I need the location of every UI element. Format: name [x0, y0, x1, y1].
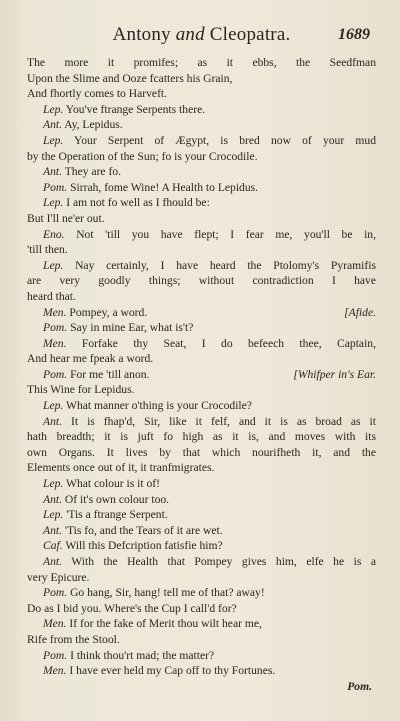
- text-line: [27, 663, 376, 679]
- line-text: I have ever held my Cap off to thy Fortunes.: [69, 664, 276, 678]
- stage-direction: [Afide.: [344, 305, 376, 319]
- text-line: [27, 476, 376, 492]
- text-line: [27, 180, 376, 196]
- play-text: [27, 55, 376, 679]
- speaker-name: Eno.: [43, 227, 65, 241]
- text-line: [27, 398, 376, 414]
- text-line: [27, 585, 376, 601]
- speaker-name: Ant.: [43, 555, 62, 568]
- line-text: Pompey, a word.: [69, 305, 148, 319]
- text-line: [27, 164, 376, 180]
- line-text: heard that.: [27, 289, 76, 303]
- text-line: [27, 149, 376, 165]
- line-text: What colour is it of!: [66, 477, 161, 491]
- line-text: Sirrah, fome Wine! A Health to Lepidus.: [70, 180, 259, 194]
- speaker-name: Ant.: [43, 414, 62, 428]
- line-text: hath breadth; it is juft fo high as it is, and moves with its: [27, 430, 376, 444]
- line-text: If for the fake of Merit thou wilt hear me,: [69, 617, 262, 631]
- line-text: Do as I bid you. Where's the Cup I call'd for?: [27, 601, 237, 615]
- title-antony: Antony: [112, 24, 171, 45]
- text-line: [27, 273, 376, 289]
- text-line: [27, 445, 376, 461]
- line-text: by the Operation of the Sun; fo is your Crocodile.: [27, 149, 258, 163]
- line-text: And fhortly comes to Harveft.: [27, 87, 168, 101]
- line-text: Go hang, Sir, hang! tell me of that? away!: [70, 586, 265, 600]
- text-line: [27, 305, 376, 321]
- text-line: [27, 289, 376, 305]
- speaker-name: Ant.: [43, 523, 62, 537]
- line-text: Ay, Lepidus.: [64, 118, 123, 132]
- text-line: [27, 102, 376, 118]
- speaker-name: Ant.: [43, 492, 62, 506]
- speaker-name: Lep.: [43, 508, 64, 522]
- line-text: What manner o'thing is your Crocodile?: [66, 399, 252, 413]
- text-line: [27, 648, 376, 664]
- speaker-name: Ant.: [43, 165, 62, 179]
- line-text: You've ftrange Serpents there.: [65, 102, 206, 116]
- text-line: [27, 242, 376, 258]
- speaker-name: Lep.: [43, 258, 64, 272]
- line-text: Forfake thy Seat, I do befeech thee, Captain,: [81, 336, 376, 350]
- text-line: [27, 507, 376, 523]
- speaker-name: Lep.: [43, 102, 64, 116]
- text-line: [27, 211, 376, 227]
- text-line: [27, 414, 376, 430]
- line-text: Elements once out of it, it tranfmigrates.: [27, 461, 215, 475]
- speaker-name: Pom.: [43, 321, 68, 335]
- text-line: [27, 632, 376, 648]
- line-text: They are fo.: [64, 165, 122, 179]
- speaker-name: Lep.: [43, 477, 64, 491]
- line-text: I think thou'rt mad; the matter?: [70, 648, 215, 662]
- stage-direction: [Whifper in's Ear.: [293, 367, 376, 381]
- text-line: [27, 71, 376, 87]
- speaker-name: Men.: [43, 617, 67, 631]
- text-line: [27, 460, 376, 476]
- speaker-name: Lep.: [43, 133, 64, 147]
- speaker-name: Ant.: [43, 118, 62, 132]
- line-text: The more it promifes; as it ebbs, the Seedfman: [27, 56, 376, 69]
- speaker-name: Men.: [43, 305, 67, 319]
- speaker-name: Lep.: [43, 196, 64, 210]
- catchword: Pom.: [347, 679, 372, 693]
- line-text: Nay certainly, I have heard the Ptolomy's Pyramifis: [75, 258, 376, 272]
- line-text: And hear me fpeak a word.: [27, 352, 154, 366]
- line-text: Rife from the Stool.: [27, 632, 120, 646]
- line-text: 'Tis a ftrange Serpent.: [66, 508, 168, 522]
- text-line: [27, 554, 376, 570]
- line-text: For me 'till anon.: [70, 367, 150, 381]
- speaker-name: Caf.: [43, 539, 63, 553]
- text-line: [27, 616, 376, 632]
- text-line: [27, 367, 376, 383]
- line-text: Upon the Slime and Ooze fcatters his Grain,: [27, 71, 233, 85]
- line-text: With the Health that Pompey gives him, elfe he is a: [71, 555, 376, 568]
- text-line: [27, 86, 376, 102]
- speaker-name: Men.: [43, 664, 67, 678]
- text-line: [27, 195, 376, 211]
- text-line: [27, 320, 376, 336]
- line-text: This Wine for Lepidus.: [27, 383, 135, 397]
- line-text: own Organs. It lives by that which nourifheth it, and the: [27, 445, 376, 459]
- speaker-name: Men.: [43, 336, 67, 350]
- text-line: [27, 227, 376, 243]
- text-line: [27, 492, 376, 508]
- text-line: [27, 258, 376, 274]
- text-line: [27, 55, 376, 71]
- line-text: very Epicure.: [27, 570, 90, 584]
- speaker-name: Pom.: [43, 367, 68, 381]
- line-text: Of it's own colour too.: [64, 492, 170, 506]
- text-line: [27, 523, 376, 539]
- text-line: [27, 601, 376, 617]
- text-line: [27, 351, 376, 367]
- speaker-name: Lep.: [43, 399, 64, 413]
- line-text: But I'll ne'er out.: [27, 211, 105, 225]
- speaker-name: Pom.: [43, 586, 68, 600]
- line-text: It is fhap'd, Sir, like it felf, and it is as broad as it: [71, 414, 376, 428]
- title-cleopatra: Cleopatra.: [209, 24, 291, 45]
- line-text: are very goodly things; without contradiction I have: [27, 274, 376, 288]
- line-text: Will this Defcription fatisfie him?: [65, 539, 223, 553]
- text-line: [27, 133, 376, 149]
- line-text: Not 'till you have flept; I fear me, you'll be in,: [76, 227, 376, 241]
- text-line: [27, 336, 376, 352]
- speaker-name: Pom.: [43, 180, 68, 194]
- page-header: [27, 24, 376, 52]
- speaker-name: Pom.: [43, 648, 68, 662]
- text-line: [27, 538, 376, 554]
- page-number: 1689: [338, 26, 370, 43]
- text-line: [27, 570, 376, 586]
- text-line: [27, 117, 376, 133]
- line-text: Say in mine Ear, what is't?: [70, 321, 194, 335]
- line-text: 'Tis fo, and the Tears of it are wet.: [64, 523, 223, 537]
- running-title: [27, 24, 376, 46]
- line-text: Your Serpent of Ægypt, is bred now of your mud: [74, 133, 377, 147]
- line-text: I am not fo well as I fhould be:: [66, 196, 210, 210]
- line-text: 'till then.: [27, 243, 68, 257]
- text-line: [27, 382, 376, 398]
- text-line: [27, 429, 376, 445]
- title-and: and: [175, 24, 205, 45]
